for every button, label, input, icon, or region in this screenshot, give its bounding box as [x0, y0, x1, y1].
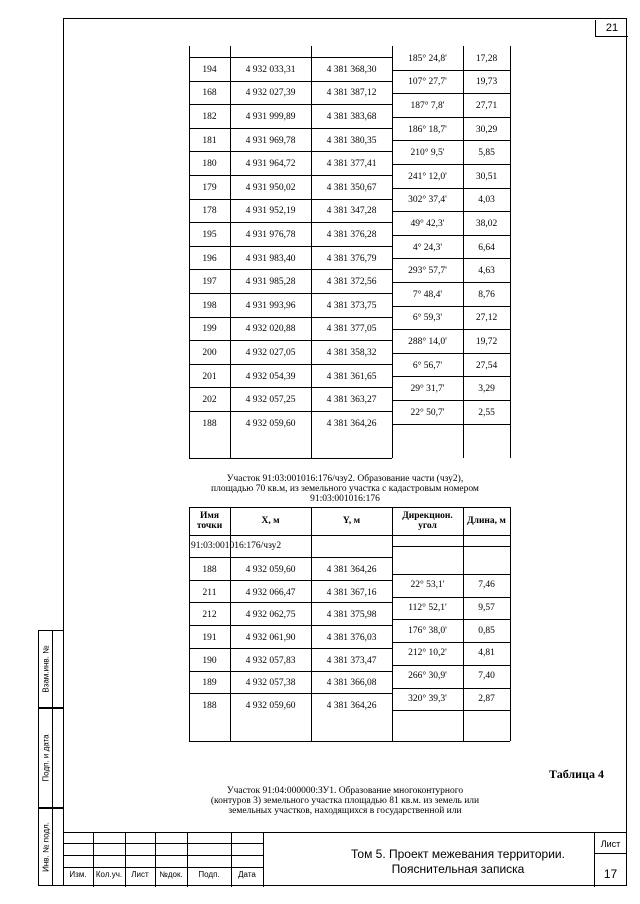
- point-name: 188: [202, 418, 217, 429]
- direction-angle: 29° 31,7': [410, 384, 445, 395]
- point-name: 202: [202, 395, 217, 406]
- header-direction: Дирекцион. угол: [402, 511, 453, 531]
- point-name: 180: [202, 159, 217, 170]
- caption-part-2: [150, 474, 540, 504]
- table-rule: [189, 128, 392, 129]
- coord-y: 4 381 377,41: [326, 159, 377, 170]
- point-name: 188: [202, 701, 217, 712]
- coord-y: 4 381 347,28: [326, 206, 377, 217]
- coord-y: 4 381 364,26: [326, 701, 377, 712]
- point-name: 197: [202, 277, 217, 288]
- segment-length: 30,51: [475, 171, 498, 182]
- side-field-vzam: [38, 630, 63, 708]
- caption-line: площадью 70 кв.м, из земельного участка с кадастровым номером: [211, 484, 479, 494]
- coord-x: 4 932 027,39: [245, 88, 296, 99]
- point-name: 181: [202, 135, 217, 146]
- coord-x: 4 932 066,47: [245, 587, 296, 598]
- segment-length: 5,85: [478, 148, 495, 159]
- point-name: 198: [202, 300, 217, 311]
- point-name: 211: [202, 587, 217, 598]
- coord-y: 4 381 383,68: [326, 111, 377, 122]
- segment-length: 27,71: [475, 100, 498, 111]
- point-name: 182: [202, 111, 217, 122]
- title-block: [63, 832, 627, 887]
- coord-x: 4 931 976,78: [245, 229, 296, 240]
- table-rule: [189, 293, 392, 294]
- coord-x: 4 931 993,96: [245, 300, 296, 311]
- table-rule: [189, 625, 392, 626]
- segment-length: 38,02: [475, 218, 498, 229]
- direction-angle: 288° 14,0': [408, 336, 447, 347]
- coord-x: 4 931 950,02: [245, 182, 296, 193]
- point-name: 168: [202, 88, 217, 99]
- header-x: X, м: [261, 516, 280, 526]
- table-rule: [392, 546, 510, 547]
- table-rule: [392, 710, 510, 711]
- direction-angle: 266° 30,9': [408, 671, 447, 682]
- table-rule: [189, 693, 392, 694]
- coord-x: 4 932 057,25: [245, 395, 296, 406]
- table-rule: [189, 175, 392, 176]
- point-name: 199: [202, 324, 217, 335]
- stamp-header-label: Подп.: [198, 870, 220, 879]
- table-rule: [189, 671, 392, 672]
- caption-line: Участок 91:04:000000:ЗУ1. Образование многоконтурного: [226, 786, 464, 796]
- coord-y: 4 381 361,65: [326, 371, 377, 382]
- caption-line: 91:03:001016:176: [310, 494, 380, 504]
- coord-x: 4 931 964,72: [245, 159, 296, 170]
- segment-length: 9,57: [478, 603, 495, 614]
- point-name: 195: [202, 229, 217, 240]
- coord-x: 4 931 985,28: [245, 277, 296, 288]
- coord-y: 4 381 364,26: [326, 564, 377, 575]
- segment-length: 4,03: [478, 195, 495, 206]
- table-rule: [189, 411, 392, 412]
- coord-x: 4 931 952,19: [245, 206, 296, 217]
- table-rule: [189, 81, 392, 82]
- direction-angle: 22° 53,1': [410, 580, 445, 591]
- table-rule: [189, 602, 392, 603]
- table-rule: [189, 387, 392, 388]
- point-name: 189: [202, 678, 217, 689]
- table-rule: [189, 151, 392, 152]
- point-name: 190: [202, 655, 217, 666]
- side-field-inv: [38, 808, 63, 886]
- table-rule: [189, 580, 392, 581]
- point-name: 194: [202, 64, 217, 75]
- coord-x: 4 932 059,60: [245, 701, 296, 712]
- side-label-inv: Инв. № подл.: [41, 822, 51, 872]
- table-rule: [189, 648, 392, 649]
- direction-angle: 4° 24,3': [412, 242, 443, 253]
- coord-y: 4 381 377,05: [326, 324, 377, 335]
- coord-y: 4 381 372,56: [326, 277, 377, 288]
- table-rule: [189, 269, 392, 270]
- direction-angle: 176° 38,0': [408, 625, 447, 636]
- caption-part-3: [150, 786, 540, 816]
- coord-x: 4 932 059,60: [245, 418, 296, 429]
- coord-x: 4 932 033,31: [245, 64, 296, 75]
- segment-length: 30,29: [475, 124, 498, 135]
- coord-y: 4 381 380,35: [326, 135, 377, 146]
- direction-angle: 302° 37,4': [408, 195, 447, 206]
- caption-line: (контуров 3) земельного участка площадью 81 кв.м. из земель или: [210, 796, 480, 806]
- coord-x: 4 932 027,05: [245, 347, 296, 358]
- table-rule: [189, 222, 392, 223]
- title-line-2: Пояснительная записка: [391, 862, 525, 876]
- caption-line: Участок 91:03:001016:176/чзу2. Образование части (чзу2),: [226, 474, 464, 484]
- table-rule: [189, 557, 392, 558]
- caption-line: земельных участков, находящихся в государственной или: [228, 806, 462, 816]
- header-length: Длина, м: [467, 516, 506, 526]
- direction-angle: 293° 57,7': [408, 266, 447, 277]
- coord-x: 4 931 969,78: [245, 135, 296, 146]
- coord-x: 4 931 999,89: [245, 111, 296, 122]
- coord-y: 4 381 364,26: [326, 418, 377, 429]
- point-name: 196: [202, 253, 217, 264]
- page-number-top: 21: [595, 20, 628, 37]
- segment-length: 27,54: [475, 360, 498, 371]
- coord-y: 4 381 376,79: [326, 253, 377, 264]
- segment-length: 19,73: [475, 77, 498, 88]
- direction-angle: 212° 10,2': [408, 648, 447, 659]
- coord-y: 4 381 368,30: [326, 64, 377, 75]
- direction-angle: 6° 59,3': [412, 313, 443, 324]
- coord-y: 4 381 387,12: [326, 88, 377, 99]
- direction-angle: 112° 52,1': [408, 603, 447, 614]
- segment-length: 27,12: [475, 313, 498, 324]
- table-rule: [189, 246, 392, 247]
- table-rule: [189, 57, 392, 58]
- segment-length: 17,28: [475, 53, 498, 64]
- table-rule: [510, 46, 511, 458]
- direction-angle: 6° 56,7': [412, 360, 443, 371]
- coord-y: 4 381 367,16: [326, 587, 377, 598]
- table-rule: [189, 458, 392, 459]
- table-rule: [189, 104, 392, 105]
- stamp-header-label: Изм.: [69, 870, 87, 879]
- stamp-header-label: №док.: [159, 870, 183, 879]
- segment-length: 6,64: [478, 242, 495, 253]
- point-name: 178: [202, 206, 217, 217]
- segment-length: 4,63: [478, 266, 495, 277]
- side-label-podp: Подп. и дата: [41, 734, 51, 782]
- direction-angle: 7° 48,4': [412, 289, 443, 300]
- coord-x: 4 932 062,75: [245, 610, 296, 621]
- coord-x: 4 932 054,39: [245, 371, 296, 382]
- direction-angle: 187° 7,8': [410, 100, 445, 111]
- coord-x: 4 932 061,90: [245, 632, 296, 643]
- table-rule: [510, 507, 511, 741]
- point-name: 200: [202, 347, 217, 358]
- table-number-label: Таблица 4: [549, 767, 604, 781]
- direction-angle: 241° 12,0': [408, 171, 447, 182]
- coord-y: 4 381 373,47: [326, 655, 377, 666]
- coord-y: 4 381 376,03: [326, 632, 377, 643]
- coord-x: 4 931 983,40: [245, 253, 296, 264]
- coord-x: 4 932 020,88: [245, 324, 296, 335]
- segment-length: 2,55: [478, 407, 495, 418]
- direction-angle: 49° 42,3': [410, 218, 445, 229]
- stamp-header-label: Кол.уч.: [95, 870, 123, 879]
- stamp-header-label: Дата: [238, 870, 256, 879]
- direction-angle: 22° 50,7': [410, 407, 445, 418]
- point-name: 179: [202, 182, 217, 193]
- segment-length: 2,87: [478, 693, 495, 704]
- header-y: Y, м: [342, 516, 361, 526]
- coord-y: 4 381 350,67: [326, 182, 377, 193]
- side-field-podp: [38, 708, 63, 808]
- direction-angle: 107° 27,7': [408, 77, 447, 88]
- segment-length: 7,40: [478, 671, 495, 682]
- table-rule: [189, 364, 392, 365]
- document-title: [263, 847, 640, 877]
- direction-angle: 320° 39,3': [408, 693, 447, 704]
- segment-length: 0,85: [478, 625, 495, 636]
- group-label: 91:03:001016:176/чзу2: [191, 541, 282, 551]
- segment-length: 8,76: [478, 289, 495, 300]
- table-rule: [189, 199, 392, 200]
- segment-length: 3,29: [478, 384, 495, 395]
- direction-angle: 210° 9,5': [410, 148, 445, 159]
- point-name: 201: [202, 371, 217, 382]
- point-name: 212: [202, 610, 217, 621]
- sheet-label: Лист: [600, 839, 621, 849]
- sheet-number: 17: [603, 867, 618, 881]
- header-point-name: Имя точки: [196, 511, 223, 531]
- table-rule: [189, 340, 392, 341]
- point-name: 188: [202, 564, 217, 575]
- side-label-vzam: Взам.инв. №: [41, 645, 51, 693]
- coord-x: 4 932 057,38: [245, 678, 296, 689]
- coord-y: 4 381 375,98: [326, 610, 377, 621]
- coord-y: 4 381 373,75: [326, 300, 377, 311]
- direction-angle: 186° 18,7': [408, 124, 447, 135]
- coord-x: 4 932 059,60: [245, 564, 296, 575]
- coord-y: 4 381 376,28: [326, 229, 377, 240]
- coord-y: 4 381 363,27: [326, 395, 377, 406]
- coord-x: 4 932 057,83: [245, 655, 296, 666]
- coord-y: 4 381 366,08: [326, 678, 377, 689]
- segment-length: 19,72: [475, 336, 498, 347]
- stamp-header-label: Лист: [131, 870, 149, 879]
- segment-length: 4,81: [478, 648, 495, 659]
- direction-angle: 185° 24,8': [408, 53, 447, 64]
- point-name: 191: [202, 632, 217, 643]
- title-line-1: Том 5. Проект межевания территории.: [351, 847, 565, 861]
- segment-length: 7,46: [478, 580, 495, 591]
- coord-y: 4 381 358,32: [326, 347, 377, 358]
- table-rule: [189, 317, 392, 318]
- table-rule: [189, 741, 510, 742]
